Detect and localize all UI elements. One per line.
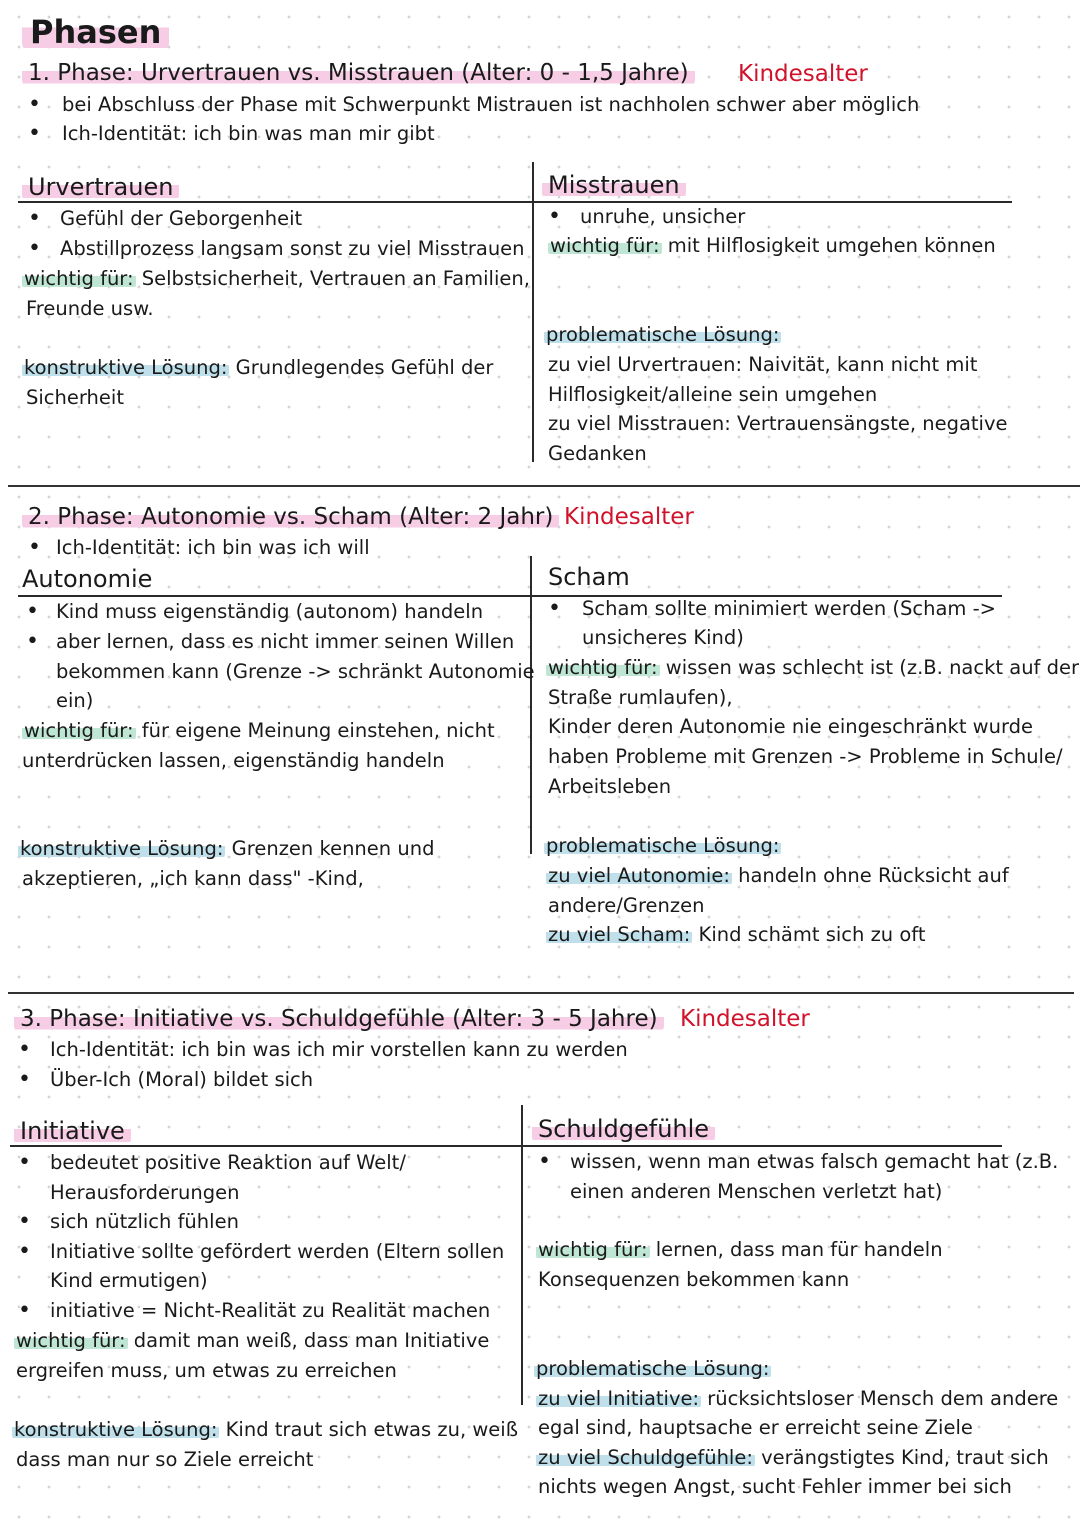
list-item: bekommen kann (Grenze -> schränkt Autonomie bbox=[56, 660, 535, 683]
phase-1-bullet: Ich-Identität: ich bin was man mir gibt bbox=[62, 122, 435, 145]
bullet-dot: • bbox=[26, 599, 39, 624]
wichtig-line: wichtig für: Selbstsicherheit, Vertrauen an Familien, bbox=[24, 267, 530, 290]
bullet-dot: • bbox=[548, 204, 561, 229]
text-line: Arbeitsleben bbox=[548, 775, 672, 798]
text-line: unterdrücken lassen, eigenständig handeln bbox=[22, 749, 445, 772]
table-divider bbox=[18, 201, 1012, 203]
text-line: zu viel Urvertrauen: Naivität, kann nicht mit bbox=[548, 353, 978, 376]
phase-1-right-title: Misstrauen bbox=[542, 169, 686, 201]
konstruktiv-line: konstruktive Lösung: Kind traut sich etwas zu, weiß bbox=[14, 1418, 518, 1441]
text-line: Gedanken bbox=[548, 442, 647, 465]
list-item: Gefühl der Geborgenheit bbox=[60, 207, 303, 230]
list-item: Abstillprozess langsam sonst zu viel Misstrauen bbox=[60, 237, 525, 260]
bullet-dot: • bbox=[18, 1037, 31, 1062]
phase-3-right-title: Schuldgefühle bbox=[532, 1113, 715, 1145]
text-line: Hilflosigkeit/alleine sein umgehen bbox=[548, 383, 878, 406]
phase-3-age-group: Kindesalter bbox=[680, 1006, 810, 1032]
text-line: ergreifen muss, um etwas zu erreichen bbox=[16, 1359, 397, 1382]
phase-2-age-group: Kindesalter bbox=[564, 504, 694, 530]
list-item: Initiative sollte gefördert werden (Eltern sollen bbox=[50, 1240, 505, 1263]
phase-2-bullet: Ich-Identität: ich bin was ich will bbox=[56, 536, 370, 559]
text-line: Kinder deren Autonomie nie eingeschränkt wurde bbox=[548, 715, 1034, 738]
phase-separator bbox=[8, 485, 1080, 487]
wichtig-line: wichtig für: mit Hilflosigkeit umgehen können bbox=[550, 234, 996, 257]
text-line: Freunde usw. bbox=[26, 297, 154, 320]
column-divider bbox=[532, 162, 534, 462]
konstruktiv-line: konstruktive Lösung: Grundlegendes Gefühl der bbox=[24, 356, 494, 379]
problem-line: zu viel Scham: Kind schämt sich zu oft bbox=[548, 923, 926, 946]
phase-1-left-title: Urvertrauen bbox=[22, 171, 179, 203]
wichtig-line: wichtig für: damit man weiß, dass man Initiative bbox=[16, 1329, 490, 1352]
bullet-dot: • bbox=[18, 1150, 31, 1175]
phase-1-bullet: bei Abschluss der Phase mit Schwerpunkt Mistrauen ist nachholen schwer aber möglich bbox=[62, 93, 920, 116]
bullet-dot: • bbox=[28, 236, 41, 261]
text-line: egal sind, hauptsache er erreicht seine Ziele bbox=[538, 1416, 973, 1439]
column-divider bbox=[521, 1105, 523, 1405]
konstruktiv-line: konstruktive Lösung: Grenzen kennen und bbox=[20, 837, 435, 860]
problem-label: problematische Lösung: bbox=[546, 834, 780, 857]
text-line: dass man nur so Ziele erreicht bbox=[16, 1448, 314, 1471]
list-item: sich nützlich fühlen bbox=[50, 1210, 239, 1233]
phase-1-heading: 1. Phase: Urvertrauen vs. Misstrauen (Alter: 0 - 1,5 Jahre) bbox=[22, 57, 695, 89]
page-title: Phasen bbox=[22, 12, 169, 52]
bullet-dot: • bbox=[548, 596, 561, 621]
list-item: unsicheres Kind) bbox=[582, 626, 744, 649]
column-divider bbox=[530, 556, 532, 854]
bullet-dot: • bbox=[28, 121, 41, 146]
phase-separator bbox=[8, 992, 1074, 994]
phase-1-age-group: Kindesalter bbox=[738, 61, 868, 87]
text-line: Konsequenzen bekommen kann bbox=[538, 1268, 850, 1291]
problem-line: zu viel Schuldgefühle: verängstigtes Kind, traut sich bbox=[538, 1446, 1049, 1469]
phase-3-heading: 3. Phase: Initiative vs. Schuldgefühle (Alter: 3 - 5 Jahre) bbox=[14, 1003, 664, 1035]
phase-2-right-title: Scham bbox=[548, 563, 630, 591]
wichtig-line: wichtig für: lernen, dass man für handeln bbox=[538, 1238, 943, 1261]
list-item: initiative = Nicht-Realität zu Realität machen bbox=[50, 1299, 491, 1322]
list-item: Scham sollte minimiert werden (Scham -> bbox=[582, 597, 996, 620]
problem-label: problematische Lösung: bbox=[536, 1357, 770, 1380]
text-line: akzeptieren, „ich kann dass" -Kind, bbox=[22, 867, 364, 890]
problem-line: zu viel Autonomie: handeln ohne Rücksicht auf bbox=[548, 864, 1009, 887]
text-line: haben Probleme mit Grenzen -> Probleme in Schule/ bbox=[548, 745, 1063, 768]
phase-3-bullet: Über-Ich (Moral) bildet sich bbox=[50, 1068, 314, 1091]
bullet-dot: • bbox=[538, 1149, 551, 1174]
text-line: zu viel Misstrauen: Vertrauensängste, negative bbox=[548, 412, 1008, 435]
bullet-dot: • bbox=[18, 1239, 31, 1264]
text-line: Sicherheit bbox=[26, 386, 124, 409]
list-item: ein) bbox=[56, 689, 94, 712]
list-item: Kind muss eigenständig (autonom) handeln bbox=[56, 600, 484, 623]
problem-line: zu viel Initiative: rücksichtsloser Mensch dem andere bbox=[538, 1387, 1059, 1410]
list-item: einen anderen Menschen verletzt hat) bbox=[570, 1180, 943, 1203]
list-item: wissen, wenn man etwas falsch gemacht hat (z.B. bbox=[570, 1150, 1059, 1173]
text-line: nichts wegen Angst, sucht Fehler immer bei sich bbox=[538, 1475, 1012, 1498]
phase-2-left-title: Autonomie bbox=[22, 565, 153, 593]
wichtig-line: wichtig für: für eigene Meinung einstehen, nicht bbox=[24, 719, 495, 742]
problem-label: problematische Lösung: bbox=[546, 323, 780, 346]
bullet-dot: • bbox=[28, 535, 41, 560]
bullet-dot: • bbox=[18, 1067, 31, 1092]
list-item: Kind ermutigen) bbox=[50, 1269, 208, 1292]
phase-3-bullet: Ich-Identität: ich bin was ich mir vorstellen kann zu werden bbox=[50, 1038, 628, 1061]
list-item: bedeutet positive Reaktion auf Welt/ bbox=[50, 1151, 406, 1174]
list-item: unruhe, unsicher bbox=[580, 205, 746, 228]
list-item: Herausforderungen bbox=[50, 1181, 240, 1204]
bullet-dot: • bbox=[18, 1298, 31, 1323]
text-line: andere/Grenzen bbox=[548, 894, 705, 917]
bullet-dot: • bbox=[18, 1209, 31, 1234]
wichtig-line: wichtig für: wissen was schlecht ist (z.B. nackt auf der bbox=[548, 656, 1080, 679]
bullet-dot: • bbox=[28, 92, 41, 117]
bullet-dot: • bbox=[26, 629, 39, 654]
text-line: Straße rumlaufen), bbox=[548, 686, 733, 709]
bullet-dot: • bbox=[28, 206, 41, 231]
phase-2-heading: 2. Phase: Autonomie vs. Scham (Alter: 2 Jahr) bbox=[22, 501, 559, 533]
phase-3-left-title: Initiative bbox=[14, 1115, 131, 1147]
list-item: aber lernen, dass es nicht immer seinen Willen bbox=[56, 630, 515, 653]
